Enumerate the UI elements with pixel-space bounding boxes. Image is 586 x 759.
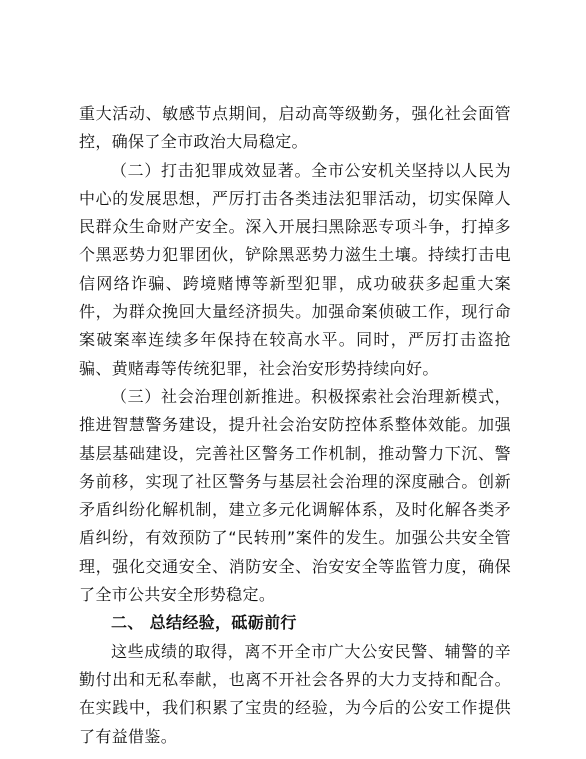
- section-heading-summary: 二、 总结经验，砥砺前行: [111, 613, 297, 633]
- paragraph-continuation: 重大活动、敏感节点期间，启动高等级勤务，强化社会面管控，确保了全市政治大局稳定。: [79, 104, 511, 152]
- paragraph-crime-crackdown: （二）打击犯罪成效显著。全市公安机关坚持以人民为中心的发展思想，严厉打击各类违法犯罪活动，切实保障人民群众生命财产安全。深入开展扫黑除恶专项斗争，打掉多个黑恶势力犯罪团伙，铲除黑恶势力滋生土壤。持续打击电信网络诈骗、跨境赌博等新型犯罪，成功破获多起重大案件，为群众挽回大量经济损失。加强命案侦破工作，现行命案破案率连续多年保持在较高水平。同时，严厉打击盗抢骗、黄赌毒等传统犯罪，社会治安形势持续向好。: [79, 160, 511, 378]
- document-body: [79, 100, 511, 751]
- paragraph-social-governance: （三）社会治理创新推进。积极探索社会治理新模式，推进智慧警务建设，提升社会治安防控体系整体效能。加强基层基础建设，完善社区警务工作机制，推动警力下沉、警务前移，实现了社区警务与基层社会治理的深度融合。创新矛盾纠纷化解机制，建立多元化调解体系，及时化解各类矛盾纠纷，有效预防了“民转刑”案件的发生。加强公共安全管理，强化交通安全、消防安全、治安安全等监管力度，确保了全市公共安全形势稳定。: [79, 386, 511, 605]
- paragraph-summary: 这些成绩的取得，离不开全市广大公安民警、辅警的辛勤付出和无私奉献，也离不开社会各界的大力支持和配合。在实践中，我们积累了宝贵的经验，为今后的公安工作提供了有益借鉴。: [79, 641, 511, 746]
